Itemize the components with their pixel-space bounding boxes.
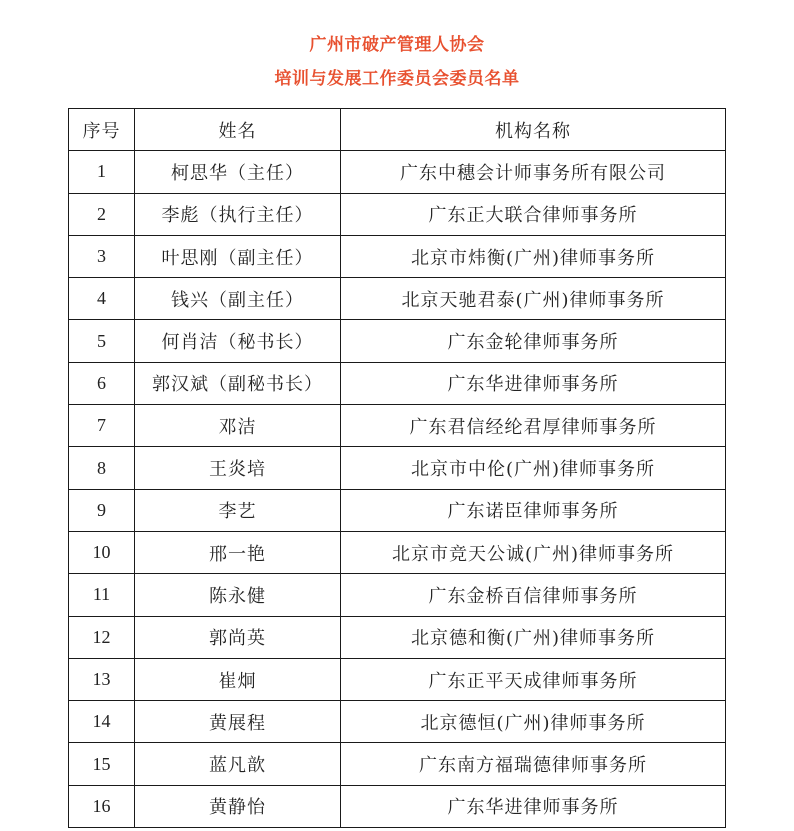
table-row (69, 743, 726, 785)
row-index-cell: 7 (69, 405, 135, 447)
organization-cell: 北京德和衡(广州)律师事务所 (341, 616, 726, 658)
table-row (69, 193, 726, 235)
member-name-cell: 王炎培 (135, 447, 341, 489)
member-name-cell: 李艺 (135, 489, 341, 531)
table-header-row (69, 109, 726, 151)
table-row (69, 362, 726, 404)
table-body (69, 151, 726, 828)
member-name-cell: 钱兴（副主任） (135, 278, 341, 320)
member-name-cell: 李彪（执行主任） (135, 193, 341, 235)
table-row (69, 278, 726, 320)
row-index-cell: 3 (69, 235, 135, 277)
row-index-cell: 13 (69, 658, 135, 700)
member-table (68, 108, 726, 828)
member-name-cell: 邢一艳 (135, 531, 341, 573)
member-name-cell: 黄静怡 (135, 785, 341, 827)
organization-cell: 广东华进律师事务所 (341, 362, 726, 404)
table-row (69, 616, 726, 658)
row-index-cell: 12 (69, 616, 135, 658)
table-row (69, 531, 726, 573)
organization-cell: 北京市炜衡(广州)律师事务所 (341, 235, 726, 277)
table-row (69, 701, 726, 743)
member-name-cell: 叶思刚（副主任） (135, 235, 341, 277)
organization-cell: 广东金轮律师事务所 (341, 320, 726, 362)
organization-cell: 广东正大联合律师事务所 (341, 193, 726, 235)
row-index-cell: 2 (69, 193, 135, 235)
table-row (69, 151, 726, 193)
document-subtitle: 培训与发展工作委员会委员名单 (274, 69, 520, 89)
table-row (69, 235, 726, 277)
row-index-cell: 8 (69, 447, 135, 489)
member-name-cell: 何肖洁（秘书长） (135, 320, 341, 362)
row-index-cell: 5 (69, 320, 135, 362)
document-title: 广州市破产管理人协会 (309, 35, 485, 55)
row-index-cell: 1 (69, 151, 135, 193)
table-row (69, 320, 726, 362)
column-header-name: 姓名 (135, 109, 341, 151)
column-header-index: 序号 (69, 109, 135, 151)
row-index-cell: 4 (69, 278, 135, 320)
member-name-cell: 郭尚英 (135, 616, 341, 658)
organization-cell: 广东正平天成律师事务所 (341, 658, 726, 700)
member-name-cell: 郭汉斌（副秘书长） (135, 362, 341, 404)
organization-cell: 北京天驰君泰(广州)律师事务所 (341, 278, 726, 320)
organization-cell: 北京德恒(广州)律师事务所 (341, 701, 726, 743)
row-index-cell: 10 (69, 531, 135, 573)
member-name-cell: 蓝凡歆 (135, 743, 341, 785)
member-name-cell: 崔炯 (135, 658, 341, 700)
organization-cell: 广东华进律师事务所 (341, 785, 726, 827)
row-index-cell: 16 (69, 785, 135, 827)
organization-cell: 北京市中伦(广州)律师事务所 (341, 447, 726, 489)
organization-cell: 广东诺臣律师事务所 (341, 489, 726, 531)
column-header-org: 机构名称 (341, 109, 726, 151)
table-row (69, 574, 726, 616)
organization-cell: 北京市竞天公诚(广州)律师事务所 (341, 531, 726, 573)
member-name-cell: 邓洁 (135, 405, 341, 447)
organization-cell: 广东君信经纶君厚律师事务所 (341, 405, 726, 447)
row-index-cell: 15 (69, 743, 135, 785)
table-row (69, 785, 726, 827)
member-name-cell: 陈永健 (135, 574, 341, 616)
table-row (69, 658, 726, 700)
row-index-cell: 9 (69, 489, 135, 531)
organization-cell: 广东南方福瑞德律师事务所 (341, 743, 726, 785)
member-name-cell: 柯思华（主任） (135, 151, 341, 193)
table-row (69, 447, 726, 489)
row-index-cell: 14 (69, 701, 135, 743)
table-row (69, 489, 726, 531)
table-row (69, 405, 726, 447)
organization-cell: 广东金桥百信律师事务所 (341, 574, 726, 616)
organization-cell: 广东中穗会计师事务所有限公司 (341, 151, 726, 193)
row-index-cell: 6 (69, 362, 135, 404)
row-index-cell: 11 (69, 574, 135, 616)
member-name-cell: 黄展程 (135, 701, 341, 743)
